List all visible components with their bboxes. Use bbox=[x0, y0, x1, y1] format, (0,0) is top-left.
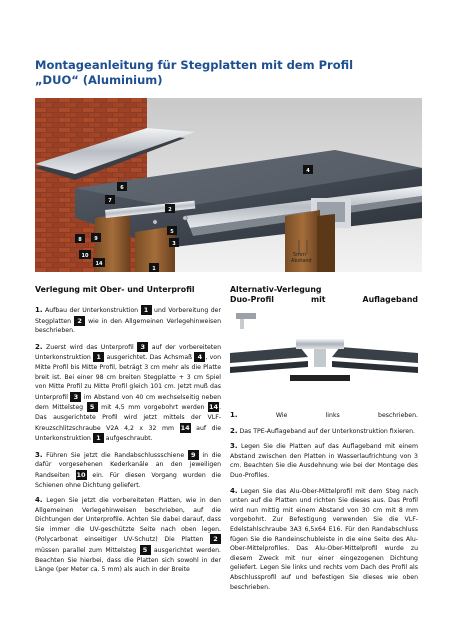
profile-illustration bbox=[230, 309, 418, 407]
ref-badge: 4 bbox=[194, 352, 205, 362]
left-step-1: 1. Aufbau der Unterkonstruktion 1 und Vorbereitung der Stegplatten 2 wie in den Allgemeinen Verlegehinweisen beschrieben. bbox=[35, 306, 222, 335]
svg-text:7: 7 bbox=[108, 198, 112, 204]
hero-illustration bbox=[35, 98, 422, 272]
right-column bbox=[230, 285, 418, 598]
ref-badge: 3 bbox=[137, 342, 148, 352]
left-column bbox=[35, 285, 221, 581]
ref-badge: 1 bbox=[93, 352, 104, 362]
duo-profile-illustration bbox=[230, 309, 418, 407]
ref-badge: 9 bbox=[188, 450, 199, 460]
document-title bbox=[35, 58, 425, 88]
left-step-3: 3. Führen Sie jetzt die Randabschlussschiene 9 in die dafür vorgesehenen Kederkanäle an den jeweiligen Randseiten 10 ein. Für diesen Vorgang wurden die Schienen ohne Dichtung geliefert. bbox=[35, 450, 222, 489]
hero-label-14 bbox=[93, 258, 105, 267]
ref-badge: 10 bbox=[76, 470, 86, 479]
ref-badge: 5 bbox=[140, 545, 151, 555]
right-step-3: 3. Legen Sie die Platten auf das Auflageband mit einem Abstand zwischen den Platten in Wasserlaufrichtung von 3 cm. Beachten Sie die Ausdehnung wie bei der Montage des Duo-Profiles. bbox=[230, 442, 418, 479]
right-step-2: 2. Das TPE-Auflageband auf der Unterkonstruktion fixieren. bbox=[230, 426, 415, 435]
hero-label-3 bbox=[169, 238, 179, 247]
ref-badge: 1 bbox=[93, 433, 104, 443]
left-heading: Verlegung mit Ober- und Unterprofil bbox=[35, 285, 195, 294]
right-step-4: 4. Legen Sie das Alu-Ober-Mittelprofil mit dem Steg nach unten auf die Platten und richten Sie dieses aus. Das Profil wird nun mittig mit einem Abstand von 30 cm mit 8 mm vorgebohrt. Zur Befestigung verwenden Sie die VLF-Edelstahlschraube 3A3 6,5x64 E16. Für den Randabschluss fügen Sie die Randeinschubleiste in die eine Seite des Alu-Ober-Mittelprofiles. Das Alu-Ober-Mittelprofil wurde zu diesem Zweck mit nur einer eingezogenen Dichtung geliefert. Legen Sie links und rechts vom Dach des Profil als Abschlussprofil auf und befestigen Sie dieses wie oben beschrieben. bbox=[230, 486, 419, 591]
right-heading-line-2: Duo-Profil mit Auflageband bbox=[230, 295, 418, 304]
svg-text:10: 10 bbox=[81, 253, 89, 259]
annotation-line-1: 5mm bbox=[293, 252, 306, 258]
svg-text:5: 5 bbox=[170, 229, 174, 235]
right-heading bbox=[230, 285, 418, 305]
ref-badge: 2 bbox=[74, 316, 85, 326]
hero-label-text: 1 bbox=[152, 266, 156, 272]
roof-assembly-illustration bbox=[35, 98, 422, 272]
hero-label-2 bbox=[165, 204, 175, 213]
title-line-2: „DUO“ (Aluminium) bbox=[35, 73, 163, 87]
hero-label-8 bbox=[75, 234, 85, 243]
hero-label-9 bbox=[91, 233, 101, 242]
svg-text:2: 2 bbox=[168, 207, 172, 213]
right-step-1: 1. Wie links beschrieben. bbox=[230, 411, 418, 419]
ref-badge: 2 bbox=[210, 534, 221, 544]
ref-badge: 3 bbox=[70, 392, 81, 402]
hero-label-5 bbox=[167, 226, 177, 235]
title-line-1: Montageanleitung für Stegplatten mit dem Profil bbox=[35, 58, 354, 72]
svg-text:3: 3 bbox=[172, 241, 176, 247]
annotation-line-2: Abstand bbox=[291, 258, 312, 264]
hero-label-1 bbox=[149, 263, 159, 272]
ref-badge: 5 bbox=[87, 402, 98, 412]
hero-label-6 bbox=[117, 182, 127, 191]
svg-text:9: 9 bbox=[94, 236, 98, 242]
left-step-2: 2. Zuerst wird das Unterprofil 3 auf der vorbereiteten Unterkonstruktion 1 ausgerichtet. Das Achsmaß 4 , von Mitte Profil bis Mitte Profil, beträgt 3 cm mehr als die Platte breit ist. Bei einer 98 cm breiten Stegplatte + 3 cm Spiel von Mitte Profil zu Mitte Profil gleich 101 cm. Jetzt muß das Unterprofil 3 im Abstand von 40 cm wechselseitig neben dem Mittelsteg 5 mit 4,5 mm vorgebohrt werden 14. Das ausgerichtete Profil wird jetzt mittels der VLF-Kreuzschlitzschraube V2A 4,2 x 32 mm 14 auf die Unterkonstruktion 1 aufgeschraubt. bbox=[35, 342, 222, 443]
ref-badge: 1 bbox=[141, 305, 152, 315]
hero-label-10 bbox=[79, 250, 91, 259]
hero-label-7 bbox=[105, 195, 115, 204]
hero-label-4 bbox=[303, 165, 313, 174]
left-step-4: 4. Legen Sie jetzt die vorbereiteten Platten, wie in den Allgemeinen Verlegehinweisen beschrieben, auf die Dichtungen der Unterprofile. Achten Sie dabei darauf, dass Sie immer die UV-geschützte Seite nach oben legen. (Polycarbonat einseitiger UV-Schutz) Die Platten 2 müssen parallel zum Mittelsteg 5 ausgerichtet werden. Beachten Sie hierbei, dass die Platten sich sowohl in der Länge (per Meter ca. 5 mm) als auch in der Breite bbox=[35, 496, 222, 574]
svg-text:4: 4 bbox=[306, 168, 310, 174]
ref-badge: 14 bbox=[209, 403, 219, 412]
ref-badge: 14 bbox=[180, 423, 190, 432]
right-heading-line-1: Alternativ-Verlegung bbox=[230, 285, 322, 294]
svg-text:14: 14 bbox=[95, 261, 103, 267]
svg-text:8: 8 bbox=[78, 237, 82, 243]
svg-text:6: 6 bbox=[120, 185, 124, 191]
